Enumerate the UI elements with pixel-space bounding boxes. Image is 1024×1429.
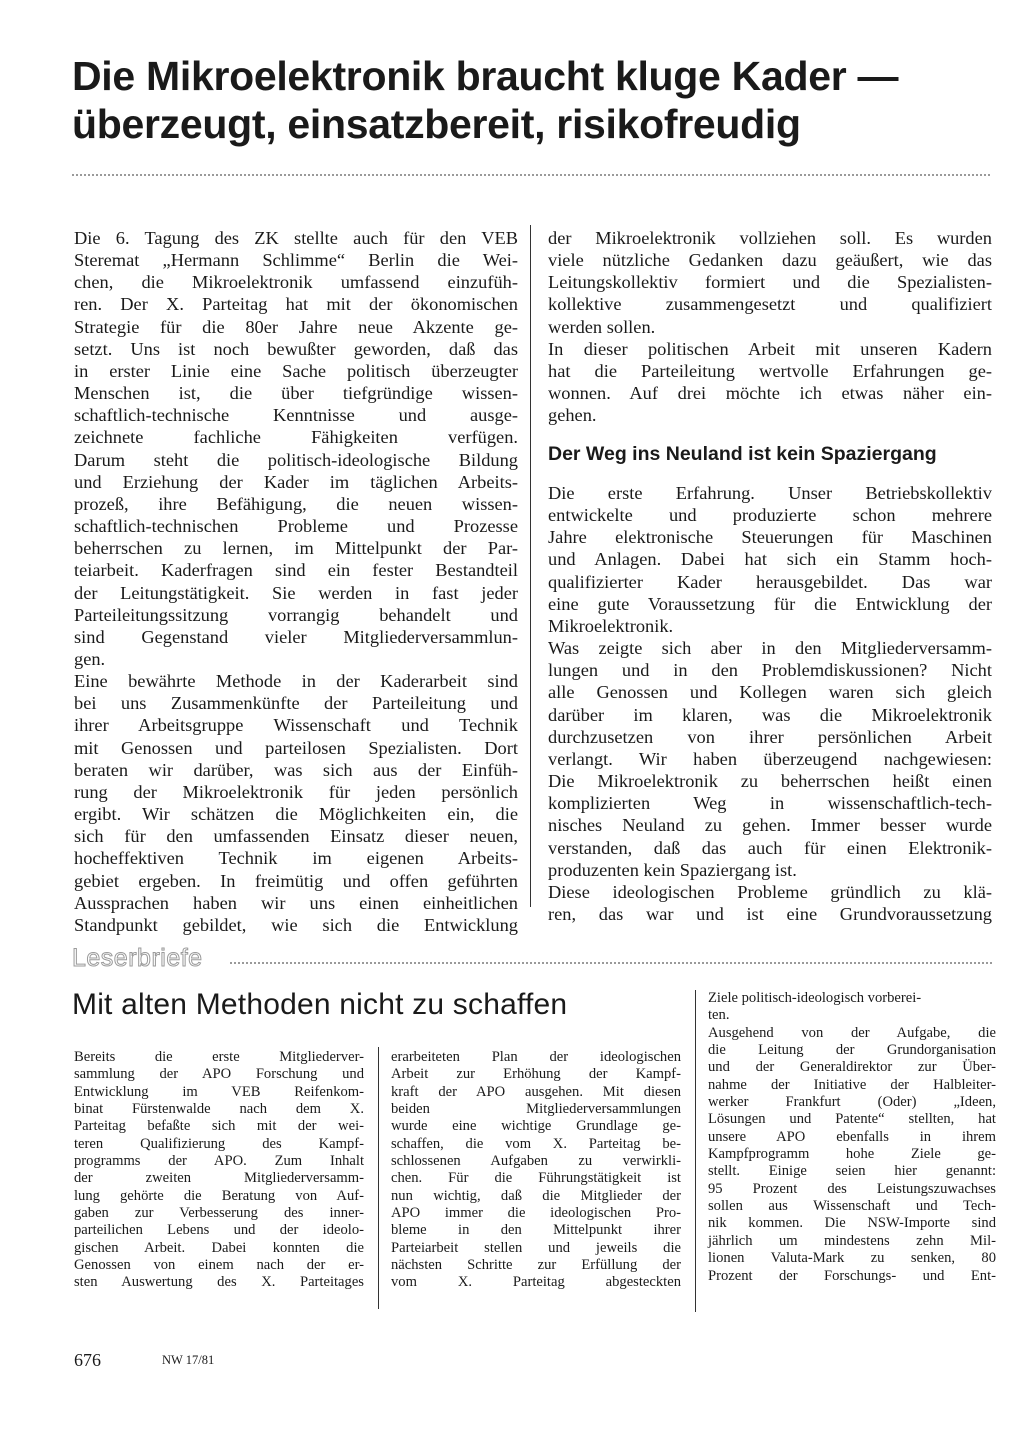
- text-line: bleme in den Mittelpunkt ihrer: [391, 1222, 681, 1239]
- headline-line: Die Mikroelektronik braucht kluge Kader —: [72, 53, 899, 99]
- text-line: sollen aus Wissenschaft und Tech-: [708, 1198, 996, 1215]
- text-line: Die Mikroelektronik zu beherrschen heißt einen: [548, 771, 992, 792]
- text-line: wurde eine wichtige Grundlage ge-: [391, 1118, 681, 1135]
- text-line: 95 Prozent des Leistungszuwachses: [708, 1180, 996, 1197]
- headline-line: überzeugt, einsatzbereit, risikofreudig: [72, 101, 801, 147]
- text-line: bei uns Zusammenkünfte der Parteileitung und: [74, 693, 518, 714]
- letter-column-3: [708, 990, 996, 1285]
- text-line: lungen und in den Problemdiskussionen? Nicht: [548, 660, 992, 681]
- text-line: jährlich um mindestens zehn Mil-: [708, 1232, 996, 1249]
- text-line: sich für den umfassenden Einsatz dieser neuen,: [74, 826, 518, 847]
- text-line: produzenten kein Spaziergang ist.: [548, 859, 797, 880]
- text-line: qualifizierter Kader herausgebildet. Das war: [548, 571, 992, 592]
- text-line: ten.: [708, 1007, 730, 1024]
- text-line: ergibt. Wir schätzen die Möglichkeiten ein, die: [74, 804, 518, 825]
- text-line: kollektive zusammengesetzt und qualifiziert: [548, 294, 992, 315]
- article-column-left: [74, 227, 518, 936]
- text-line: stellt. Einige seien hier genannt:: [708, 1163, 996, 1180]
- text-line: und der Generaldirektor zur Über-: [708, 1059, 996, 1076]
- page-number: 676: [74, 1350, 101, 1370]
- text-line: Kampfprogramm hohe Ziele ge-: [708, 1146, 996, 1163]
- column-divider: [695, 990, 696, 1312]
- text-line: Arbeit zur Erhöhung der Kampf-: [391, 1066, 681, 1083]
- text-line: Entwicklung im VEB Reifenkom-: [74, 1083, 364, 1100]
- text-line: rung der Mikroelektronik für jeden persönlich: [74, 781, 518, 802]
- text-line: unsere APO ebenfalls in ihrem: [708, 1128, 996, 1145]
- text-line: Was zeigte sich aber in den Mitgliederversamm-: [548, 638, 992, 659]
- text-line: der Leitungstätigkeit. Sie werden in fast jeder: [74, 582, 518, 603]
- text-line: mit Genossen und parteilosen Spezialisten. Dort: [74, 737, 518, 758]
- letter-column-1: [74, 1049, 364, 1292]
- text-line: wonnen. Auf drei möchte ich etwas näher ein-: [548, 383, 992, 404]
- text-line: chen. Für die Führungstätigkeit ist: [391, 1170, 681, 1187]
- letter-headline: Mit alten Methoden nicht zu schaffen: [72, 988, 568, 1021]
- text-line: gehen.: [548, 405, 597, 426]
- text-line: komplizierten Weg in wissenschaftlich-tech-: [548, 793, 992, 814]
- section-rule: [230, 962, 992, 964]
- text-line: beherrschen zu lernen, im Mittelpunkt der Par-: [74, 538, 518, 559]
- text-line: zeichnete fachliche Fähigkeiten verfügen.: [74, 427, 518, 448]
- text-line: Genossen von einem nach der er-: [74, 1257, 364, 1274]
- text-line: setzt. Uns ist noch bewußter geworden, daß das: [74, 338, 518, 359]
- text-line: teren Qualifizierung des Kampf-: [74, 1135, 364, 1152]
- text-line: Menschen ist, die über tiefgründige wissen-: [74, 383, 518, 404]
- text-line: und Anlagen. Dabei hat sich ein Stamm hoch-: [548, 549, 992, 570]
- issue-number: NW 17/81: [162, 1353, 215, 1367]
- text-line: lionen Valuta-Mark zu senken, 80: [708, 1250, 996, 1267]
- headline: [72, 52, 992, 148]
- text-line: gischen Arbeit. Dabei konnten die: [74, 1239, 364, 1256]
- text-line: ren, das war und ist eine Grundvoraussetzung: [548, 903, 992, 924]
- text-line: nun wichtig, daß die Mitglieder der: [391, 1187, 681, 1204]
- text-line: programms der APO. Zum Inhalt: [74, 1153, 364, 1170]
- text-line: Ziele politisch-ideologisch vorberei-: [708, 990, 922, 1006]
- text-line: ihrer Arbeitsgruppe Wissenschaft und Technik: [74, 715, 518, 736]
- text-line: nisches Neuland zu gehen. Immer besser wurde: [548, 815, 992, 836]
- text-line: vom X. Parteitag abgesteckten: [391, 1274, 681, 1291]
- text-line: Ausgehend von der Aufgabe, die: [708, 1024, 996, 1041]
- subheading: Der Weg ins Neuland ist kein Spaziergang: [548, 443, 937, 465]
- text-line: parteilichen Lebens und der ideolo-: [74, 1222, 364, 1239]
- article-column-right-bottom: [548, 482, 992, 925]
- text-line: Aussprachen haben wir uns einen einheitlichen: [74, 892, 518, 913]
- article-column-right-top: [548, 227, 992, 426]
- text-line: darüber im klaren, was die Mikroelektronik: [548, 704, 992, 725]
- text-line: prozeß, ihre Befähigung, die neuen wissen-: [74, 493, 518, 514]
- section-label: Leserbriefe: [72, 944, 203, 972]
- text-line: Eine bewährte Methode in der Kaderarbeit sind: [74, 671, 518, 692]
- text-line: teiarbeit. Kaderfragen sind ein fester Bestandteil: [74, 560, 518, 581]
- text-line: gaben zur Verbesserung des inner-: [74, 1205, 364, 1222]
- text-line: kraft der APO ausgehen. Mit diesen: [391, 1083, 681, 1100]
- text-line: lung gehörte die Beratung von Auf-: [74, 1187, 364, 1204]
- text-line: Strategie für die 80er Jahre neue Akzente ge-: [74, 316, 518, 337]
- text-line: Die 6. Tagung des ZK stellte auch für den VEB: [74, 228, 518, 248]
- text-line: hat die Parteileitung wertvolle Erfahrungen ge-: [548, 360, 992, 381]
- text-line: werden sollen.: [548, 316, 656, 337]
- text-line: Parteitag befaßte sich mit der wei-: [74, 1118, 364, 1135]
- text-line: schaftlich-technische Kenntnisse und ausge-: [74, 405, 518, 426]
- text-line: die Leitung der Grundorganisation: [708, 1042, 996, 1059]
- text-line: Diese ideologischen Probleme gründlich zu klä-: [548, 881, 992, 902]
- text-line: Die erste Erfahrung. Unser Betriebskollektiv: [548, 483, 992, 503]
- letter-column-2: [391, 1049, 681, 1292]
- text-line: Parteileitungssitzung vorrangig behandelt und: [74, 604, 518, 625]
- text-line: APO immer die ideologischen Pro-: [391, 1205, 681, 1222]
- text-line: viele nützliche Gedanken dazu geäußert, wie das: [548, 250, 992, 271]
- text-line: In dieser politischen Arbeit mit unseren Kadern: [548, 338, 992, 359]
- text-line: Bereits die erste Mitgliederver-: [74, 1049, 364, 1065]
- text-line: binat Fürstenwalde nach dem X.: [74, 1101, 364, 1118]
- text-line: und Erziehung der Kader im täglichen Arbeits-: [74, 471, 518, 492]
- text-line: schlossenen Aufgaben zu verwirkli-: [391, 1153, 681, 1170]
- column-divider: [378, 1047, 379, 1309]
- text-line: Parteiarbeit stellen und jeweils die: [391, 1239, 681, 1256]
- text-line: durchzusetzen von ihrer persönlichen Arbeit: [548, 726, 992, 747]
- text-line: Lösungen und Patente“ stellten, hat: [708, 1111, 996, 1128]
- text-line: Steremat „Hermann Schlimme“ Berlin die Wei-: [74, 250, 518, 271]
- text-line: sind Gegenstand vieler Mitgliederversammlun-: [74, 626, 518, 647]
- column-divider: [530, 225, 531, 907]
- text-line: Leitungskollektiv formiert und die Spezialisten-: [548, 272, 992, 293]
- text-line: nik kommen. Die NSW-Importe sind: [708, 1215, 996, 1232]
- text-line: beiden Mitgliederversammlungen: [391, 1101, 681, 1118]
- text-line: erarbeiteten Plan der ideologischen: [391, 1049, 681, 1065]
- text-line: gen.: [74, 648, 106, 669]
- text-line: der zweiten Mitgliederversamm-: [74, 1170, 364, 1187]
- text-line: nahme der Initiative der Halbleiter-: [708, 1076, 996, 1093]
- text-line: sten Auswertung des X. Parteitages: [74, 1274, 364, 1291]
- text-line: verstanden, daß das auch für einen Elektronik-: [548, 837, 992, 858]
- text-line: gebiet ergeben. In freimütig und offen geführten: [74, 870, 518, 891]
- text-line: sammlung der APO Forschung und: [74, 1066, 364, 1083]
- text-line: schaffen, die vom X. Parteitag be-: [391, 1135, 681, 1152]
- text-line: hocheffektiven Technik im eigenen Arbeits-: [74, 848, 518, 869]
- text-line: nächsten Schritte zur Erfüllung der: [391, 1257, 681, 1274]
- text-line: eine gute Voraussetzung für die Entwicklung der: [548, 593, 992, 614]
- text-line: Darum steht die politisch-ideologische Bildung: [74, 449, 518, 470]
- text-line: Standpunkt gebildet, wie sich die Entwicklung: [74, 914, 518, 935]
- text-line: chen, die Mikroelektronik umfassend einzufüh-: [74, 272, 518, 293]
- text-line: Mikroelektronik.: [548, 615, 674, 636]
- text-line: werker Frankfurt (Oder) „Ideen,: [708, 1094, 996, 1111]
- text-line: verlangt. Wir haben überzeugend nachgewiesen:: [548, 748, 992, 769]
- text-line: der Mikroelektronik vollziehen soll. Es wurden: [548, 228, 992, 248]
- text-line: beraten wir darüber, was sich aus der Einfüh-: [74, 759, 518, 780]
- text-line: in erster Linie eine Sache politisch überzeugter: [74, 360, 518, 381]
- headline-rule: [72, 174, 990, 176]
- text-line: alle Genossen und Kollegen waren sich gleich: [548, 682, 992, 703]
- text-line: ren. Der X. Parteitag hat mit der ökonomischen: [74, 294, 518, 315]
- text-line: Prozent der Forschungs- und Ent-: [708, 1267, 996, 1284]
- text-line: Jahre elektronische Steuerungen für Maschinen: [548, 527, 992, 548]
- text-line: schaftlich-technischen Probleme und Prozesse: [74, 516, 518, 537]
- text-line: entwickelte und produzierte schon mehrere: [548, 505, 992, 526]
